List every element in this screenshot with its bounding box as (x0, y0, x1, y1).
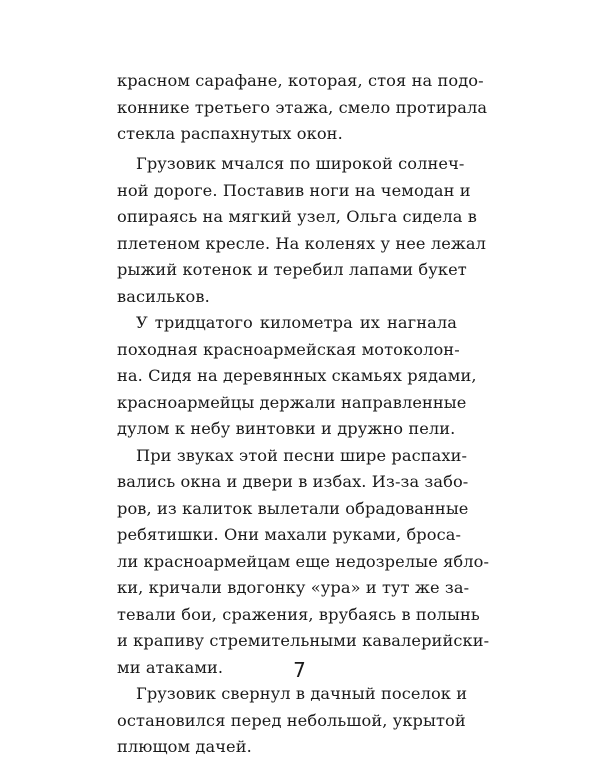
text-line: вались окна и двери в избах. Из-за забо- (117, 472, 469, 491)
text-line: стекла распахнутых окон. (117, 124, 343, 143)
text-line: красноармейцы держали направленные (117, 392, 467, 412)
page-number: 7 (293, 658, 307, 682)
text-line: ми атаками. (117, 657, 224, 677)
text-line: дулом к небу винтовки и дружно пели. (117, 419, 456, 438)
text-line: Грузовик свернул в дачный поселок и (136, 684, 468, 703)
text-line: плющом дачей. (117, 737, 252, 756)
text-line: ки, кричали вдогонку «ура» и тут же за- (117, 578, 470, 597)
text-line: красном сарафане, которая, стоя на подо- (117, 71, 484, 90)
text-line: плетеном кресле. На коленях у нее лежал (117, 233, 487, 253)
text-line: походная красноармейская мотоколон- (117, 339, 460, 359)
text-line: ребятишки. Они махали руками, броса- (117, 525, 462, 544)
text-line: коннике третьего этажа, смело протирала (117, 97, 488, 117)
text-line: ров, из калиток вылетали обрадованные (117, 498, 469, 518)
text-line: У тридцатого километра их нагнала (136, 313, 457, 332)
text-line: тевали бои, сражения, врубаясь в полынь (117, 604, 480, 624)
text-line: и крапиву стремительными кавалерийски- (117, 631, 490, 650)
text-line: ной дороге. Поставив ноги на чемодан и (117, 180, 471, 200)
paragraph-continuation (117, 68, 488, 148)
text-line: При звуках этой песни шире распахи- (136, 445, 468, 465)
text-line: васильков. (117, 286, 210, 306)
text-line: Грузовик мчался по широкой солнеч- (136, 154, 465, 173)
text-line: рыжий котенок и теребил лапами букет (117, 260, 467, 279)
text-line: ли красноармейцам еще недозрелые ябло- (117, 551, 490, 571)
text-line: на. Сидя на деревянных скамьях рядами, (117, 366, 477, 385)
text-line: остановился перед небольшой, укрытой (117, 710, 466, 730)
text-line: опираясь на мягкий узел, Ольга сидела в (117, 207, 477, 226)
